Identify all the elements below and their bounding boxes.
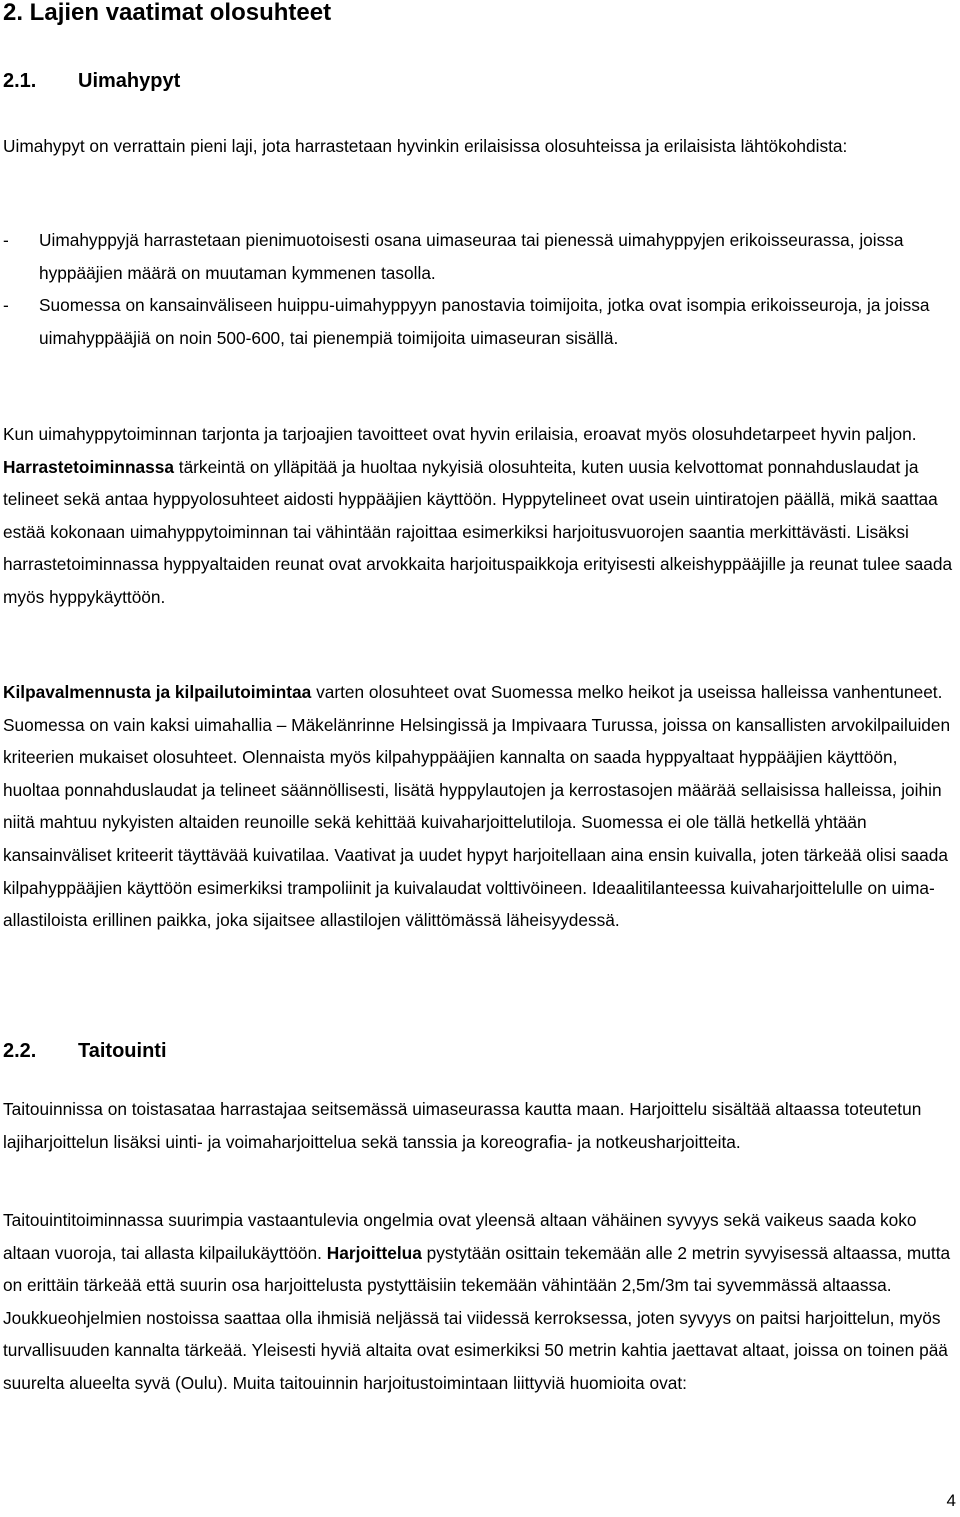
taitouinti-paragraph-2 [3, 1204, 955, 1400]
section-number: 2.1. [3, 70, 37, 92]
paragraph-text: Kun uimahyppytoiminnan tarjonta ja tarjoajien tavoitteet ovat hyvin erilaisia, eroavat myös olosuhdetarpeet hyvin paljon. [3, 424, 917, 444]
chapter-heading: 2. Lajien vaatimat olosuhteet [3, 0, 332, 26]
bold-term: Kilpavalmennusta ja kilpailutoimintaa [3, 682, 312, 702]
section-heading-uimahypyt [3, 70, 955, 92]
kilpavalmennus-paragraph [3, 676, 955, 937]
paragraph-text: Taitouintitoiminnassa suurimpia vastaantulevia ongelmia ovat yleensä altaan vähäinen syvyys sekä vaikeus saada koko altaan vuoroja, tai allasta kilpailukäyttöön. [3, 1210, 917, 1263]
intro-paragraph: Uimahypyt on verrattain pieni laji, jota harrastetaan hyvinkin erilaisissa olosuhteissa ja erilaisista lähtökohdista: [3, 136, 848, 156]
bold-term: Harrastetoiminnassa [3, 456, 174, 477]
uimahypyt-intro [3, 130, 955, 163]
paragraph-text: Taitouinnissa on toistasataa harrastajaa seitsemässä uimaseurassa kautta maan. Harjoittelu sisältää altaassa toteutetun lajiharjoittelun lisäksi uinti- ja voimaharjoittelua sekä tanssia ja koreografia- ja notkeusharjoitteita. [3, 1099, 922, 1152]
section-title: Taitouinti [78, 1040, 167, 1062]
section-title: Uimahypyt [78, 70, 181, 92]
section-heading-taitouinti [3, 1040, 955, 1062]
list-item [3, 224, 955, 289]
list-item-text: Suomessa on kansainväliseen huippu-uimahyppyyn panostavia toimijoita, jotka ovat isompia erikoisseuroja, ja joissa uimahyppääjiä on noin 500-600, tai pienempiä toimijoita uimaseuran sisällä. [39, 295, 930, 348]
list-item [3, 289, 955, 354]
uimahypyt-bullet-list [3, 224, 955, 354]
section-number: 2.2. [3, 1040, 37, 1062]
harrastetoiminta-paragraph [3, 418, 955, 614]
paragraph-text: tärkeintä on ylläpitää ja huoltaa nykyisiä olosuhteita, kuten uusia kelvottomat ponnahduslaudat ja telineet sekä antaa hyppyolosuhteet aidosti hyppääjien käyttöön. Hyppytelineet ovat usein uintiratojen päällä, mikä saattaa estää kokonaan uimahyppytoiminnan tai vähintään rajoittaa esimerkiksi harjoitusvuorojen saantia merkittävästi. Lisäksi harrastetoiminnassa hyppyaltaiden reunat ovat arvokkaita harjoituspaikkoja erityisesti alkeishyppääjille ja reunat tulee saada myös hyppykäyttöön. [3, 456, 953, 607]
list-item-text: Uimahyppyjä harrastetaan pienimuotoisesti osana uimaseuraa tai pienessä uimahyppyjen erikoisseurassa, joissa hyppääjien määrä on muutaman kymmenen tasolla. [39, 230, 904, 283]
bold-term: Harjoittelua [326, 1242, 422, 1263]
bullet-marker: - [3, 295, 9, 316]
page-number: 4 [946, 1491, 956, 1510]
bullet-marker: - [3, 230, 9, 250]
paragraph-text: pystytään osittain tekemään alle 2 metrin syvyisessä altaassa, mutta on erittäin tärkeää että suurin osa harjoittelusta pystyttäisiin tekemään vähintään 2,5m/3m tai syvemmässä altaassa. Joukkueohjelmien nostoissa saattaa olla ihmisiä neljässä tai viidessä kerroksessa, joten syvyys on paitsi harjoittelun, myös turvallisuuden kannalta tärkeää. Yleisesti hyviä altaita ovat esimerkiksi 50 metrin kahtia jaettavat altaat, joissa on toinen pää suurelta alueelta syvä (Oulu). Muita taitouinnin harjoitustoimintaan liittyviä huomioita ovat: [3, 1242, 951, 1393]
taitouinti-paragraph-1 [3, 1093, 955, 1158]
paragraph-text: varten olosuhteet ovat Suomessa melko heikot ja useissa halleissa vanhentuneet. Suomessa on vain kaksi uimahallia – Mäkelänrinne Helsingissä ja Impivaara Turussa, joissa on kansallisten arvokilpailuiden kriteerien mukaiset olosuhteet. Olennaista myös kilpahyppääjien kannalta on saada hyppyaltaat hyppääjien käyttöön, huoltaa ponnahduslaudat ja telineet säännöllisesti, lisätä hyppylautojen ja kerrostasojen määrää sellaisissa halleissa, joihin niitä mahtuu nykyisten altaiden reunoille sekä kehittää kuivaharjoittelutiloja. Suomessa ei ole tällä hetkellä yhtään kansainväliset kriteerit täyttävää kuivatilaa. Vaativat ja uudet hypyt harjoitellaan aina ensin kuivalla, joten tärkeää olisi saada kilpahyppääjien käyttöön esimerkiksi trampoliinit ja kuivalaudat volttivöineen. Ideaalitilanteessa kuivaharjoittelulle on uima-allastiloista erillinen paikka, joka sijaitsee allastilojen välittömässä läheisyydessä. [3, 682, 951, 931]
